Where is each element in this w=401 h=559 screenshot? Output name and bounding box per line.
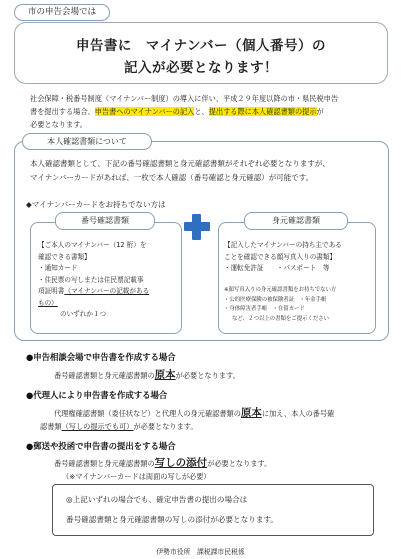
identity-docs-line: 【記入したマイナンバーの持ち主である — [224, 241, 342, 249]
identity-docs-alt-line: ・身体障害者手帳 ・在留カード — [224, 306, 305, 312]
section-text: 番号確認書類と身元確認書類の — [54, 459, 155, 468]
no-card-heading: ◆マイナンバーカードをお持ちでない方は — [26, 200, 166, 209]
section-text: 認書類 — [40, 422, 62, 431]
intro-text: と、 — [194, 107, 209, 116]
identity-docs-line: ・運転免許証 ・パスポート 等 — [224, 264, 330, 272]
number-docs-line — [38, 286, 178, 298]
section-text: が必要となります。 — [175, 371, 240, 380]
section-text-mail — [54, 455, 271, 470]
section-text: に加え、本人の番号確 — [261, 409, 335, 418]
section-heading-proxy: ●代理人により申告書を作成する場合 — [26, 390, 168, 400]
identity-docs-list — [224, 240, 374, 275]
section-note-mail: （※マイナンバーカードは両面の写しが必要） — [62, 472, 211, 481]
section-heading-mail: ●郵送や投函で申告書の提出をする場合 — [26, 441, 176, 451]
intro-line-2 — [30, 105, 385, 118]
number-docs-line: ・通知カード — [38, 264, 78, 272]
highlight-id-docs: 提出する際に本人確認書類の提示 — [208, 107, 317, 116]
identity-docs-tab: 身元確認書類 — [244, 212, 348, 230]
emphasis-original: 原本 — [240, 407, 262, 419]
emphasis-original: 原本 — [154, 369, 176, 381]
note-line-2: 番号確認書類と身元確認書類の写しの添付が必要となります。 — [66, 515, 279, 524]
identity-docs-alt-line: など、２つ以上の書類をご提示ください — [232, 315, 330, 322]
title-line-1: 申告書に マイナンバー（個人番号）の — [75, 38, 327, 54]
intro-text: が — [316, 107, 324, 116]
note-line-1: ◎上記いずれの場合でも、確定申告書の提出の場合は — [66, 495, 248, 504]
intro-paragraph — [30, 92, 385, 131]
highlight-mynumber: 申告書へのマイナンバーの記入 — [94, 107, 195, 116]
note-box — [52, 484, 374, 536]
footer-department: 伊勢市役所 課税課市民税係 — [156, 548, 245, 556]
section-text: が必要となります。 — [207, 459, 272, 468]
section-underlined: （写しの提示でも可） — [61, 422, 134, 431]
intro-line-1: 社会保障・税番号制度（マイナンバー制度）の導入に伴い、平成２９年度以降の市・県民税申告 — [30, 94, 339, 103]
id-docs-line-2: マイナンバーカードがあれば、一枚で本人確認（番号確認と身元確認）が可能です。 — [30, 173, 314, 182]
intro-line-3: 必要となります。 — [30, 120, 87, 129]
identity-docs-alt-line: ・公的医療保険の被保険者証 ・年金手帳 — [224, 296, 327, 303]
plus-icon — [184, 222, 210, 231]
section-text: 代理権確認書類（委任状など）と代理人の身元確認書類の — [54, 409, 241, 418]
identity-docs-alt — [224, 286, 374, 324]
section-text: 番号確認書類と身元確認書類の — [54, 371, 155, 380]
number-docs-list — [38, 240, 178, 321]
title-line-2: 記入が必要となります！ — [124, 60, 278, 76]
number-docs-line: のいずれか１つ — [60, 310, 107, 318]
id-docs-line-1: 本人確認書類として、下記の番号確認書類と身元確認書類がそれぞれ必要となりますが、 — [30, 159, 330, 168]
number-docs-line: ・住民票の写しまたは住民票記載事 — [38, 275, 144, 284]
number-docs-underlined: もの） — [38, 298, 58, 307]
id-docs-tab: 本人確認書類について — [22, 133, 152, 150]
id-docs-text — [30, 157, 380, 185]
number-docs-line: 【ご本人のマイナンバー（12 桁）を — [38, 241, 147, 249]
intro-text: 書を提出する場合、 — [30, 107, 95, 116]
section-text: が必要となります。 — [133, 422, 198, 431]
number-docs-tab: 番号確認書類 — [55, 212, 155, 230]
section-text-venue — [54, 367, 240, 382]
number-docs-line: 確認できる書類】 — [38, 252, 91, 261]
venue-tag: 市の申告会場では — [14, 4, 110, 21]
identity-docs-line: ことを確認できる顔写真入りの書類】 — [224, 252, 337, 261]
section-heading-venue: ●申告相談会場で申告書を作成する場合 — [26, 352, 176, 362]
number-docs-text: 項証明書 — [38, 287, 65, 295]
section-text-proxy — [54, 405, 334, 420]
number-docs-underlined: （マイナンバーの記載がある — [64, 287, 150, 295]
section-text-proxy-2 — [40, 422, 198, 432]
identity-docs-alt-line: ※顔写真入りの身元確認書類をお持ちでない方 — [224, 287, 337, 293]
emphasis-copy: 写しの添付 — [154, 457, 208, 469]
